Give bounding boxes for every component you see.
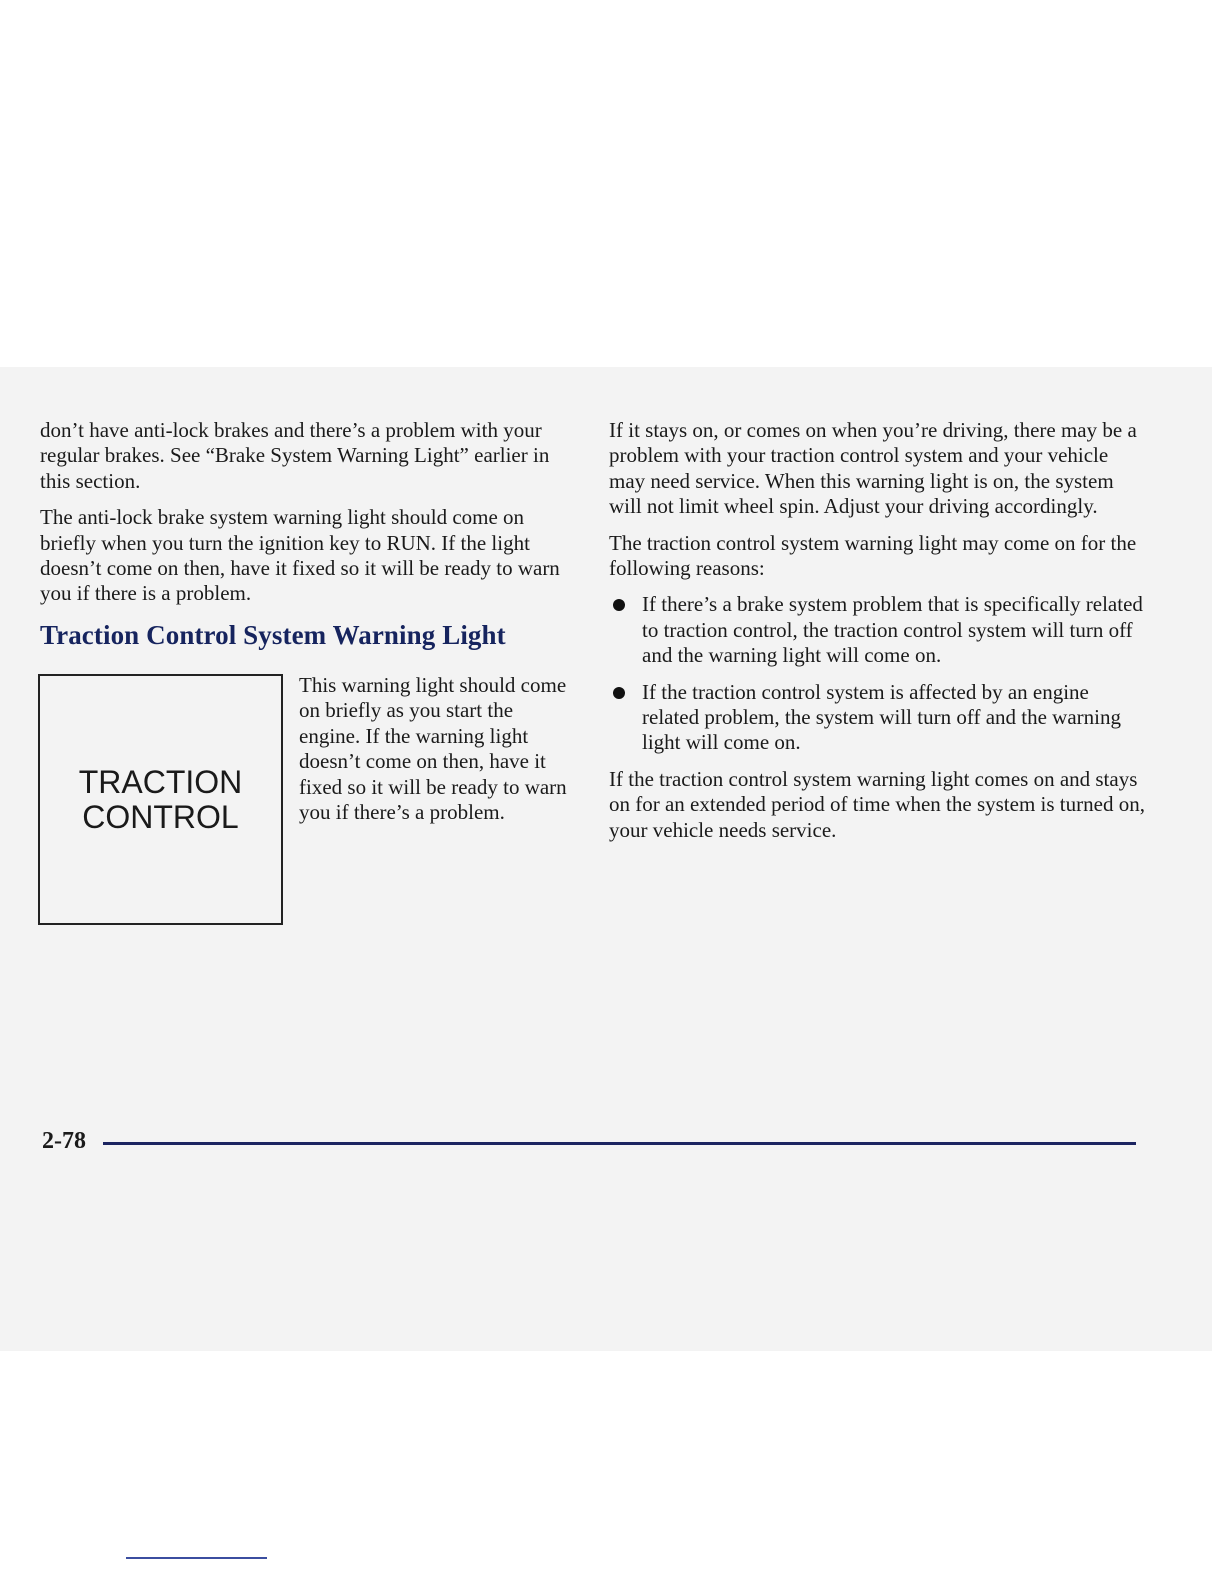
list-item — [609, 592, 1149, 668]
page-number: 2-78 — [42, 1128, 86, 1154]
symbol-description: This warning light should come on briefly as you start the engine. If the warning light doesn’t come on then, have it fixed so it will be ready to warn you if there’s a problem. — [299, 673, 567, 825]
reasons-list — [609, 592, 1149, 755]
bullet-icon — [613, 687, 625, 699]
footer-rule — [103, 1142, 1136, 1145]
paragraph-brakes-continued: don’t have anti-lock brakes and there’s a problem with your regular brakes. See “Brake System Warning Light” earlier in this section. — [40, 418, 550, 493]
paragraph-abs-warning-light: The anti-lock brake system warning light should come on briefly when you turn the ignition key to RUN. If the light doesn’t come on then, have it fixed so it will be ready to warn you if there is a problem. — [40, 505, 560, 606]
page-footer — [42, 1128, 1136, 1160]
paragraph-needs-service: If the traction control system warning light comes on and stays on for an extended period of time when the system is turned on, your vehicle needs service. — [609, 766, 1145, 842]
list-item-text: If there’s a brake system problem that is specifically related to traction control, the traction control system will turn off and the warning light will come on. — [642, 592, 1143, 668]
paragraph-reasons-intro: The traction control system warning light may come on for the following reasons: — [609, 530, 1137, 581]
traction-control-symbol-label: TRACTION CONTROL — [78, 763, 243, 835]
right-column — [609, 418, 1149, 854]
list-item-text: If the traction control system is affected by an engine related problem, the system will turn off and the warning light will come on. — [642, 679, 1121, 755]
paragraph-stays-on: If it stays on, or comes on when you’re driving, there may be a problem with your traction control system and your vehicle may need service. When this warning light is on, the system will not limit wheel spin. Adjust your driving accordingly. — [609, 418, 1137, 519]
left-column — [40, 418, 570, 618]
list-item — [609, 680, 1149, 756]
bullet-icon — [613, 599, 625, 611]
bottom-divider — [126, 1557, 267, 1559]
traction-control-symbol — [38, 674, 283, 925]
section-heading: Traction Control System Warning Light — [40, 620, 506, 650]
